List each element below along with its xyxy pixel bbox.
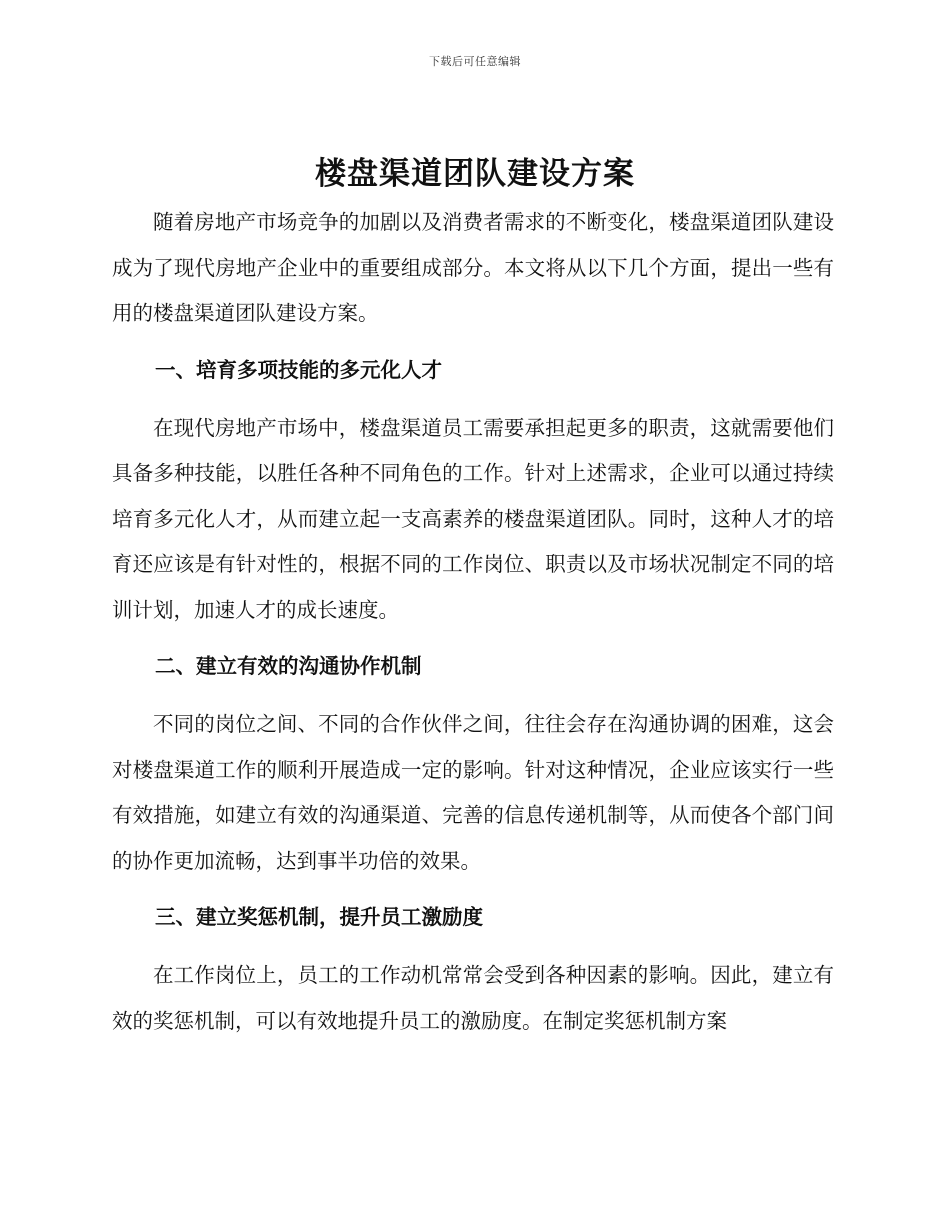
intro-paragraph: 随着房地产市场竞争的加剧以及消费者需求的不断变化，楼盘渠道团队建设成为了现代房地产企业中的重要组成部分。本文将从以下几个方面，提出一些有用的楼盘渠道团队建设方案。 xyxy=(112,210,834,325)
section-paragraph-1: 在现代房地产市场中，楼盘渠道员工需要承担起更多的职责，这就需要他们具备多种技能，以胜任各种不同角色的工作。针对上述需求，企业可以通过持续培育多元化人才，从而建立起一支高素养的楼盘渠道团队。同时，这种人才的培育还应该是有针对性的，根据不同的工作岗位、职责以及市场状况制定不同的培训计划，加速人才的成长速度。 xyxy=(112,415,834,622)
section-paragraph-2: 不同的岗位之间、不同的合作伙伴之间，往往会存在沟通协调的困难，这会对楼盘渠道工作的顺利开展造成一定的影响。针对这种情况，企业应该实行一些有效措施，如建立有效的沟通渠道、完善的信息传递机制等，从而使各个部门间的协作更加流畅，达到事半功倍的效果。 xyxy=(112,712,834,873)
section-heading-3: 三、建立奖惩机制，提升员工激励度 xyxy=(155,905,483,929)
document-body xyxy=(112,200,834,1044)
section-heading-2: 二、建立有效的沟通协作机制 xyxy=(155,654,422,678)
header-note: 下载后可任意编辑 xyxy=(429,55,521,68)
document-title: 楼盘渠道团队建设方案 xyxy=(315,156,635,192)
section-paragraph-3: 在工作岗位上，员工的工作动机常常会受到各种因素的影响。因此，建立有效的奖惩机制，可以有效地提升员工的激励度。在制定奖惩机制方案 xyxy=(112,963,834,1033)
section-heading-1: 一、培育多项技能的多元化人才 xyxy=(155,357,442,382)
